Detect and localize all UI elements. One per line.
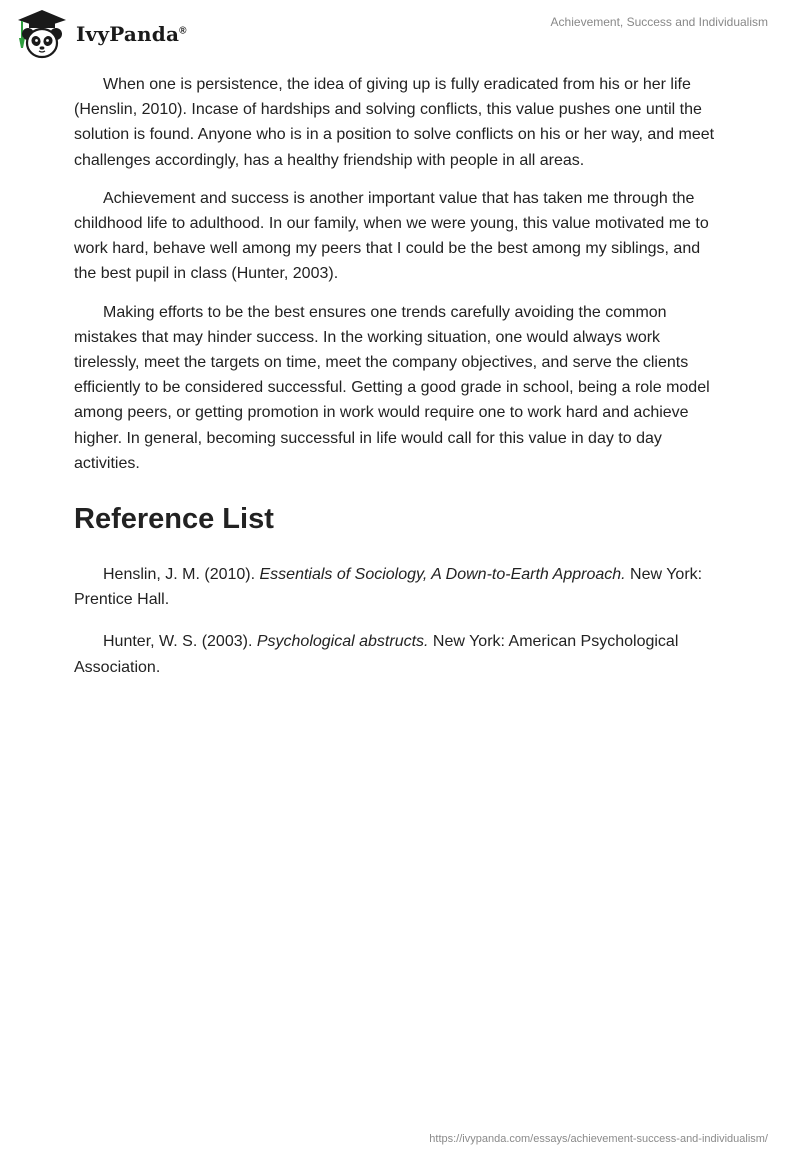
brand-name-text: IvyPanda <box>76 22 180 46</box>
reference-entry <box>74 629 726 679</box>
reference-title: Essentials of Sociology, A Down-to-Earth Approach. <box>259 566 626 584</box>
brand-name <box>76 22 187 46</box>
reference-author-year: Henslin, J. M. (2010). <box>103 566 260 584</box>
reference-entry <box>74 562 726 612</box>
panda-graduate-logo-icon <box>14 8 70 60</box>
source-url-link[interactable]: https://ivypanda.com/essays/achievement-success-and-individualism/ <box>429 1133 768 1145</box>
document-title: Achievement, Success and Individualism <box>550 15 768 29</box>
reference-title: Psychological abstructs. <box>256 633 429 651</box>
reference-list-heading: Reference List <box>74 503 274 536</box>
body-paragraph: Achievement and success is another important value that has taken me through the childhood life to adulthood. In our family, when we were young, this value motivated me to work hard, behave well among my peers that I could be the best among my siblings, and the best pupil in class (Hunter, 2003). <box>74 189 709 283</box>
page-header <box>0 0 800 70</box>
reference-publisher: New York: American Psychological Association. <box>74 633 679 676</box>
body-paragraph: When one is persistence, the idea of giving up is fully eradicated from his or her life (Henslin, 2010). Incase of hardships and solving conflicts, this value pushes one until the solution is found. Anyone who is in a position to solve conflicts on his or her way, and meet challenges accordingly, has a healthy friendship with people in all areas. <box>74 76 715 169</box>
reference-publisher: New York: Prentice Hall. <box>74 566 703 609</box>
body-paragraph: Making efforts to be the best ensures one trends carefully avoiding the common mistakes that may hinder success. In the working situation, one would always work tirelessly, meet the targets on time, meet the company objectives, and serve the clients efficiently to be considered successful. Getting a good grade in school, being a role model among peers, or getting promotion in work would require one to work hard and achieve higher. In general, becoming successful in life would call for this value in day to day activities. <box>74 303 710 472</box>
reference-author-year: Hunter, W. S. (2003). <box>103 633 257 651</box>
brand-logo[interactable] <box>14 8 187 60</box>
document-body <box>74 72 726 697</box>
registered-mark: ® <box>179 25 187 37</box>
